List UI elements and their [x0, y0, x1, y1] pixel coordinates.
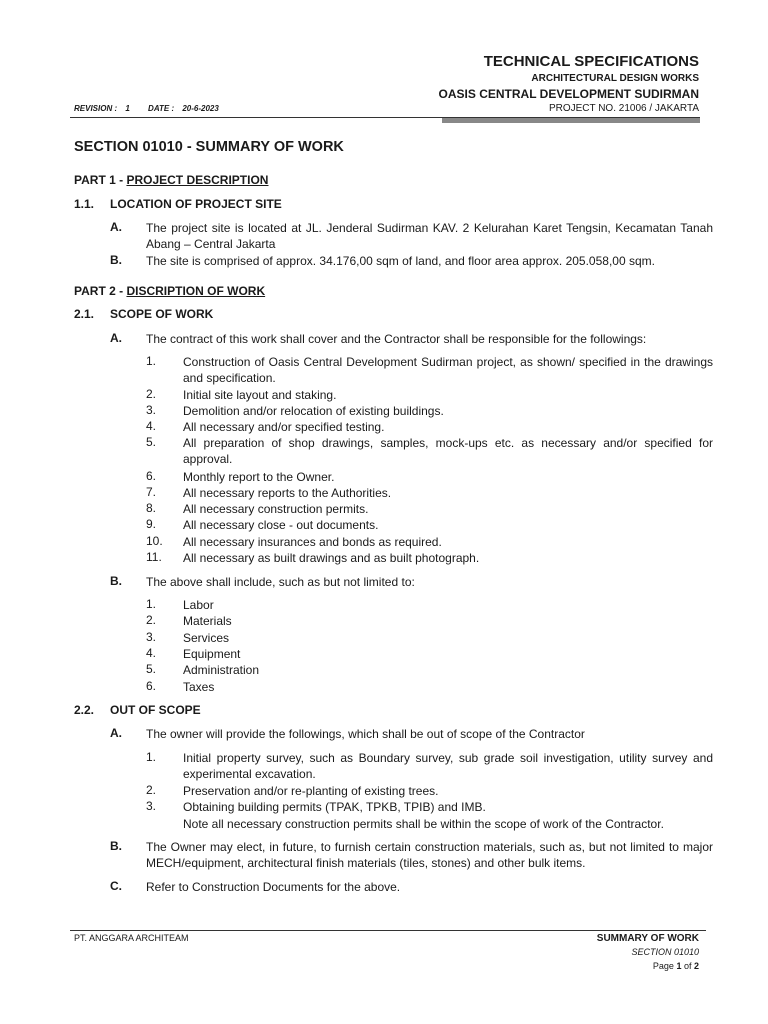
item-text: The owner will provide the followings, which shall be out of scope of the Contractor: [146, 727, 585, 741]
list-item: Preservation and/or re-planting of existing trees.: [183, 784, 439, 798]
item-letter: A.: [110, 726, 122, 740]
list-item: All necessary reports to the Authorities.: [183, 486, 392, 500]
list-item: Services: [183, 631, 230, 645]
item-letter: C.: [110, 879, 122, 893]
item-text: Refer to Construction Documents for the above.: [146, 880, 401, 894]
part-1-prefix: PART 1 -: [74, 173, 127, 187]
list-number: 7.: [146, 485, 157, 499]
list-number: 6.: [146, 469, 157, 483]
section-title: SECTION 01010 - SUMMARY OF WORK: [74, 139, 344, 155]
part-2-title: DISCRIPTION OF WORK: [126, 284, 266, 298]
list-item: Obtaining building permits (TPAK, TPKB, TPIB) and IMB.: [183, 800, 486, 814]
footer-divider: [70, 930, 706, 931]
list-item: All preparation of shop drawings, samples, mock-ups etc. as necessary and/or specified for approval.: [183, 436, 713, 467]
item-letter: B.: [110, 839, 122, 853]
header-accent-bar: [442, 118, 700, 123]
list-item-note: Note all necessary construction permits shall be within the scope of work of the Contractor.: [183, 817, 664, 831]
revision-value: 1: [125, 104, 130, 113]
project-name: OASIS CENTRAL DEVELOPMENT SUDIRMAN: [438, 87, 699, 101]
item-text: The above shall include, such as but not limited to:: [146, 575, 415, 589]
list-item: Taxes: [183, 680, 215, 694]
list-number: 3.: [146, 630, 157, 644]
clause-number: 2.1.: [74, 307, 95, 321]
item-text: The contract of this work shall cover and the Contractor shall be responsible for the followings:: [146, 332, 647, 346]
list-item: Monthly report to the Owner.: [183, 470, 335, 484]
list-item: All necessary close - out documents.: [183, 518, 379, 532]
list-number: 3.: [146, 403, 157, 417]
clause-number: 1.1.: [74, 197, 95, 211]
part-2-prefix: PART 2 -: [74, 284, 127, 298]
footer-company: PT. ANGGARA ARCHITEAM: [74, 933, 189, 943]
list-number: 2.: [146, 783, 157, 797]
item-letter: B.: [110, 574, 122, 588]
project-number: PROJECT NO. 21006 / JAKARTA: [548, 103, 699, 114]
list-item: Equipment: [183, 647, 241, 661]
list-item: Construction of Oasis Central Development Sudirman project, as shown/ specified in the drawings and specification.: [183, 355, 713, 386]
list-number: 5.: [146, 662, 157, 676]
clause-title: SCOPE OF WORK: [110, 307, 214, 321]
part-2-heading: [74, 284, 265, 298]
item-text: The site is comprised of approx. 34.176,00 sqm of land, and floor area approx. 205.058,00 sqm.: [146, 254, 655, 268]
document-title: TECHNICAL SPECIFICATIONS: [483, 53, 699, 70]
item-letter: A.: [110, 331, 122, 345]
page-total: 2: [693, 961, 699, 971]
page-number: [653, 961, 699, 971]
list-item: Materials: [183, 614, 232, 628]
list-item: Initial property survey, such as Boundary survey, sub grade soil investigation, utility survey and experimental excavation.: [183, 751, 713, 782]
list-item: Labor: [183, 598, 214, 612]
list-item: All necessary as built drawings and as built photograph.: [183, 551, 480, 565]
list-number: 4.: [146, 646, 157, 660]
list-number: 9.: [146, 517, 157, 531]
list-number: 1.: [146, 750, 157, 764]
page-prefix: Page: [652, 961, 677, 971]
part-1-heading: [74, 173, 268, 187]
document-subtitle: ARCHITECTURAL DESIGN WORKS: [531, 73, 699, 84]
page-current: 1: [676, 961, 682, 971]
list-item: Demolition and/or relocation of existing buildings.: [183, 404, 444, 418]
part-1-title: PROJECT DESCRIPTION: [126, 173, 269, 187]
revision-info: [74, 104, 225, 113]
clause-number: 2.2.: [74, 703, 95, 717]
date-value: 20-6-2023: [182, 104, 219, 113]
list-item: All necessary insurances and bonds as required.: [183, 535, 442, 549]
list-item: Administration: [183, 663, 260, 677]
list-number: 6.: [146, 679, 157, 693]
clause-title: OUT OF SCOPE: [110, 703, 201, 717]
footer-section: SECTION 01010: [631, 947, 699, 957]
item-text: The Owner may elect, in future, to furnish certain construction materials, such as, but not limited to major MECH/equipment, architectural finish materials (tiles, stones) and other bulk items.: [146, 840, 713, 870]
item-letter: A.: [110, 220, 122, 234]
list-item: All necessary construction permits.: [183, 502, 369, 516]
item-letter: B.: [110, 253, 122, 267]
page-mid: of: [681, 961, 694, 971]
list-number: 3.: [146, 799, 157, 813]
footer-doc-title: SUMMARY OF WORK: [596, 933, 699, 944]
list-number: 10.: [146, 534, 163, 548]
list-item: Initial site layout and staking.: [183, 388, 337, 402]
list-number: 1.: [146, 597, 157, 611]
item-text: The project site is located at JL. Jenderal Sudirman KAV. 2 Kelurahan Karet Tengsin, Kecamatan Tanah Abang – Central Jakarta: [146, 221, 713, 251]
list-number: 5.: [146, 435, 157, 449]
list-number: 4.: [146, 419, 157, 433]
list-number: 8.: [146, 501, 157, 515]
list-number: 2.: [146, 387, 157, 401]
list-item: All necessary and/or specified testing.: [183, 420, 385, 434]
list-number: 11.: [146, 550, 162, 564]
list-number: 1.: [146, 354, 157, 368]
date-label: DATE :: [148, 104, 175, 113]
revision-label: REVISION :: [74, 104, 118, 113]
list-number: 2.: [146, 613, 157, 627]
clause-title: LOCATION OF PROJECT SITE: [110, 197, 282, 211]
